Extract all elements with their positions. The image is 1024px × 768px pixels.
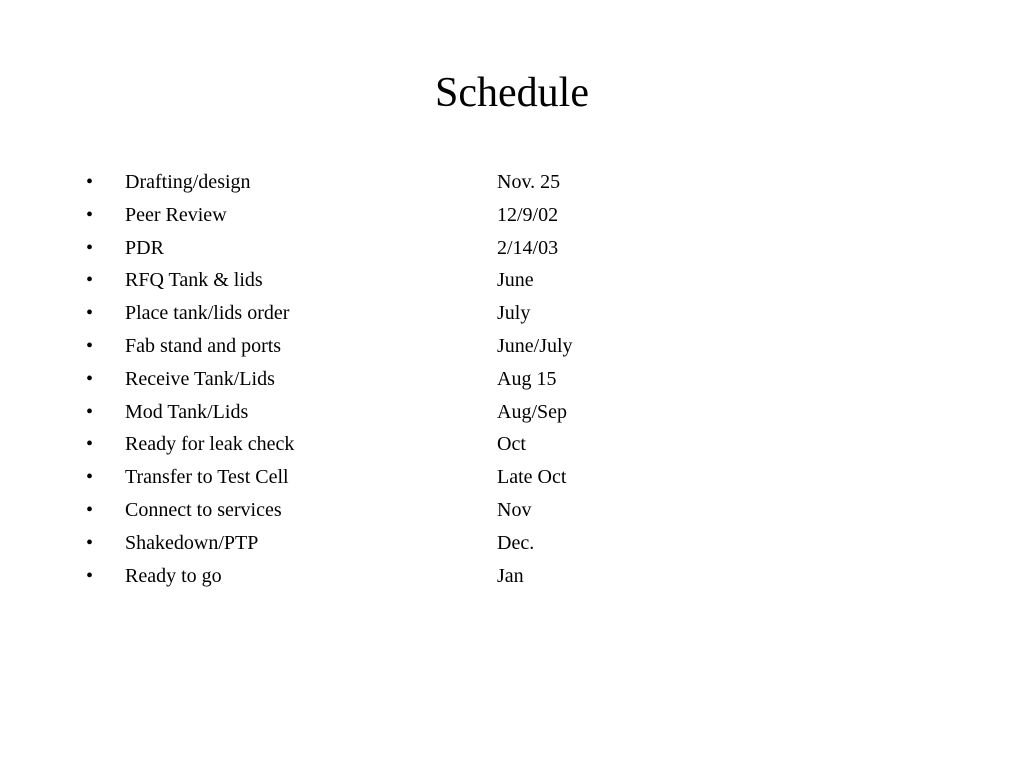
task-label: Transfer to Test Cell <box>125 466 289 489</box>
task-label: Connect to services <box>125 498 282 521</box>
task-date: June <box>497 269 534 292</box>
task-date: Aug 15 <box>497 367 557 390</box>
task-date: Jan <box>497 564 524 587</box>
bullet-icon: • <box>86 171 94 193</box>
task-date: 12/9/02 <box>497 203 559 226</box>
task-label: Mod Tank/Lids <box>125 400 249 423</box>
task-date: Nov <box>497 498 532 521</box>
task-label: Ready for leak check <box>125 433 295 456</box>
task-date: June/July <box>497 334 573 357</box>
bullet-icon: • <box>86 203 94 226</box>
bullet-icon: • <box>86 367 94 390</box>
bullet-icon: • <box>86 564 94 587</box>
task-date: Dec. <box>497 531 535 554</box>
bullet-icon: • <box>86 466 94 489</box>
bullet-icon: • <box>86 302 94 325</box>
task-label: Ready to go <box>125 564 222 587</box>
bullet-icon: • <box>86 433 94 456</box>
task-label: Receive Tank/Lids <box>125 367 275 390</box>
bullet-icon: • <box>86 269 94 292</box>
slide-title: Schedule <box>435 70 589 116</box>
task-date: 2/14/03 <box>497 236 559 259</box>
task-label: Drafting/design <box>125 171 251 193</box>
task-label: RFQ Tank & lids <box>125 269 263 292</box>
bullet-icon: • <box>86 531 94 554</box>
task-label: Fab stand and ports <box>125 334 282 357</box>
bullet-icon: • <box>86 498 94 521</box>
bullet-icon: • <box>86 400 94 423</box>
task-date: Nov. 25 <box>497 171 561 193</box>
bullet-icon: • <box>86 334 94 357</box>
task-label: Shakedown/PTP <box>125 531 259 554</box>
task-date: Aug/Sep <box>497 400 567 423</box>
task-label: PDR <box>125 236 164 259</box>
task-label: Place tank/lids order <box>125 302 290 325</box>
task-date: Oct <box>497 433 526 456</box>
bullet-icon: • <box>86 236 94 259</box>
task-date: Late Oct <box>497 466 567 489</box>
task-label: Peer Review <box>125 203 227 226</box>
task-date: July <box>497 302 531 325</box>
